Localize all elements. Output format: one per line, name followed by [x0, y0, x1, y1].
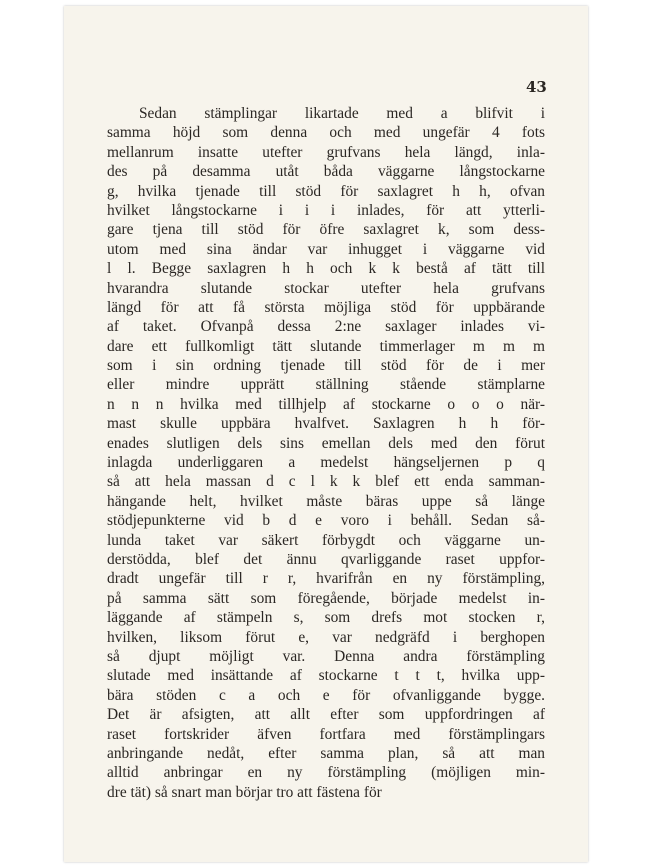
text-line: raset fortskrider äfven fortfara med förstämplingars — [107, 725, 545, 743]
text-line: Sedan stämplingar likartade med a blifvit i — [139, 105, 545, 122]
text-line: samma höjd som denna och med ungefär 4 fots — [107, 124, 545, 142]
text-line: enades slutligen dels sins emellan dels med den förut — [107, 434, 545, 452]
text-line: Det är afsigten, att allt efter som uppfordringen af — [107, 706, 545, 724]
text-line: på samma sätt som föregående, började medelst in- — [107, 589, 545, 607]
text-line: des på desamma utåt båda väggarne långstockarne — [107, 163, 545, 181]
text-line: så att hela massan d c l k k blef ett enda samman- — [107, 473, 545, 491]
text-line: bära stöden c a och e för ofvanliggande bygge. — [107, 686, 545, 704]
text-line: anbringande nedåt, efter samma plan, så att man — [107, 744, 545, 762]
text-line: hvilken, liksom förut e, var nedgräfd i berghopen — [107, 628, 545, 646]
text-line: hängande helt, hvilket måste bäras uppe så länge — [107, 492, 545, 510]
text-line: n n n hvilka med tillhjelp af stockarne o o o när- — [107, 395, 545, 413]
text-line: dre tät) så snart man börjar tro att fästena för — [107, 783, 382, 801]
text-line: hvarandra slutande stockar utefter hela grufvans — [107, 279, 545, 297]
text-line: lunda taket var säkert förbygdt och väggarne un- — [107, 531, 545, 549]
text-line: l l. Begge saxlagren h h och k k bestå af tätt till — [107, 260, 545, 278]
text-line: så djupt möjligt var. Denna andra förstämpling — [107, 647, 545, 665]
text-line: mast skulle uppbära hvalfvet. Saxlagren h h för- — [107, 415, 545, 433]
page-number: 43 — [526, 78, 547, 96]
text-line: inlagda underliggaren a medelst hängseljernen p q — [107, 454, 545, 472]
text-line: som i sin ordning tjenade till stöd för de i mer — [107, 357, 545, 375]
text-line: dradt ungefär till r r, hvarifrån en ny förstämpling, — [107, 570, 545, 588]
text-line: gare tjena till stöd för öfre saxlagret k, som dess- — [107, 221, 545, 239]
text-line: hvilket långstockarne i i i inlades, för att ytterli- — [107, 201, 545, 219]
text-line: derstödda, blef det ännu qvarliggande raset uppfor- — [107, 550, 545, 568]
text-line: stödjepunkterne vid b d e voro i behåll. Sedan så- — [107, 512, 545, 530]
text-line: läggande af stämpeln s, som drefs mot stocken r, — [107, 609, 545, 627]
body-text — [107, 104, 545, 802]
text-line: utom med sina ändar var inhugget i väggarne vid — [107, 240, 545, 258]
text-line: längd för att få största möjliga stöd för uppbärande — [107, 298, 545, 316]
text-line: af taket. Ofvanpå dessa 2:ne saxlager inlades vi- — [107, 318, 545, 336]
text-line: mellanrum insatte utefter grufvans hela längd, inla- — [107, 143, 545, 161]
text-line: dare ett fullkomligt tätt slutande timmerlager m m m — [107, 337, 545, 355]
text-line: slutade med insättande af stockarne t t t, hvilka upp- — [107, 667, 545, 685]
book-page — [64, 6, 588, 862]
text-line: alltid anbringar en ny förstämpling (möjligen min- — [107, 764, 545, 782]
text-line: g, hvilka tjenade till stöd för saxlagret h h, ofvan — [107, 182, 545, 200]
text-line: eller mindre upprätt ställning stående stämplarne — [107, 376, 545, 394]
